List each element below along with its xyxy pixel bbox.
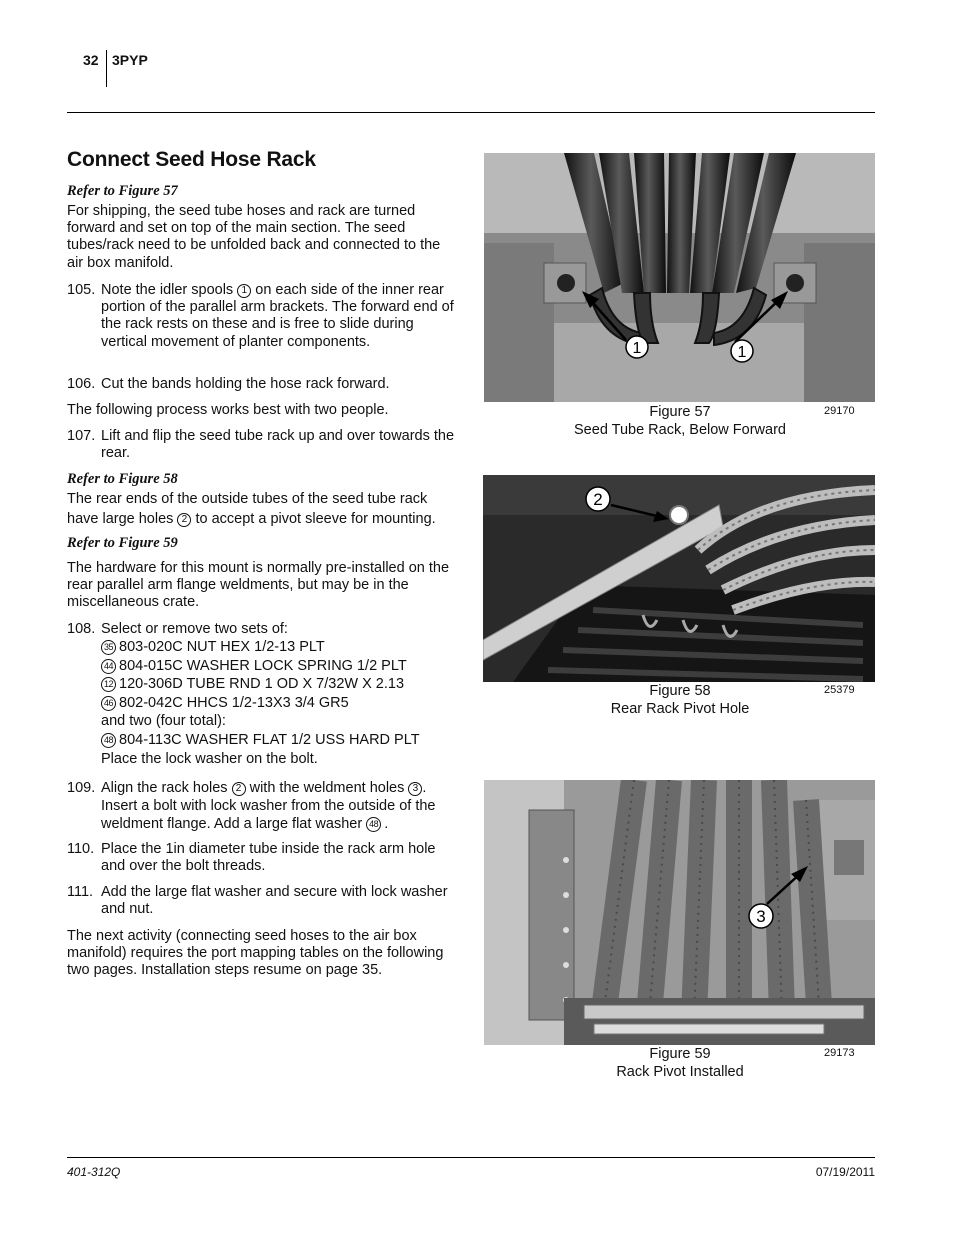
figure-59-title: Rack Pivot Installed — [616, 1063, 744, 1080]
callout-12: 12 — [101, 677, 116, 692]
figure-57-number: Figure 57 — [649, 404, 711, 420]
step-108 — [67, 621, 460, 638]
step-number: 107. — [67, 428, 96, 444]
step-number: 105. — [67, 282, 96, 298]
step-110 — [67, 841, 460, 875]
figure-57-caption — [540, 404, 820, 439]
note-two-people: The following process works best with two people. — [67, 402, 389, 418]
step-109 — [67, 779, 460, 833]
callout-1: 1 — [237, 284, 251, 298]
hardware-paragraph: The hardware for this mount is normally pre-installed on the rear parallel arm flange weldments, but may be in the miscellaneous crate. — [67, 560, 450, 611]
parts-list — [101, 638, 461, 768]
step-number: 108. — [67, 621, 96, 637]
figure-59-id: 29173 — [824, 1047, 855, 1059]
header-rule — [67, 112, 875, 113]
part-line: 12 120-306D TUBE RND 1 OD X 7/32W X 2.13 — [101, 675, 461, 694]
figure-58-caption — [540, 683, 820, 718]
figure-58-photo — [483, 475, 875, 682]
figure-57-callout-1b: 1 — [737, 344, 747, 361]
callout-44: 44 — [101, 659, 116, 674]
step-111 — [67, 884, 460, 918]
step-105 — [67, 282, 460, 351]
part-line: 48 804-113C WASHER FLAT 1/2 USS HARD PLT — [101, 731, 461, 750]
closing-paragraph: The next activity (connecting seed hoses to the air box manifold) requires the port mapping tables on the following two pages. Installation steps resume on page 35. — [67, 928, 444, 979]
figure-59-callout-3: 3 — [756, 907, 766, 926]
figure-57-callout-1a: 1 — [632, 340, 642, 357]
step-106 — [67, 376, 460, 393]
document-date: 07/19/2011 — [815, 1165, 875, 1179]
figure-59-number: Figure 59 — [649, 1046, 711, 1062]
step-text: Lift and flip the seed tube rack up and over towards the rear. — [101, 428, 455, 462]
callout-2: 2 — [232, 782, 246, 796]
pivot-hole-paragraph: The rear ends of the outside tubes of the seed tube rack have large holes 2 to accept a pivot sleeve for mounting. — [67, 491, 436, 527]
callout-2: 2 — [177, 513, 191, 527]
section-title: Connect Seed Hose Rack — [67, 148, 316, 171]
step-text: Place the 1in diameter tube inside the rack arm hole and over the bolt threads. — [101, 841, 436, 875]
figure-reference-59: Refer to Figure 59 — [67, 535, 178, 551]
figure-58-number: Figure 58 — [649, 683, 711, 699]
figure-57-id: 29170 — [824, 405, 855, 417]
figure-59-caption — [540, 1046, 820, 1081]
figure-57-photo — [484, 153, 875, 402]
step-number: 106. — [67, 376, 96, 392]
step-number: 110. — [67, 841, 95, 857]
part-line: 35 803-020C NUT HEX 1/2-13 PLT — [101, 638, 461, 657]
part-line: 46 802-042C HHCS 1/2-13X3 3/4 GR5 — [101, 694, 461, 713]
step-number: 111. — [67, 884, 94, 900]
callout-3: 3 — [408, 782, 422, 796]
callout-35: 35 — [101, 640, 116, 655]
figure-reference-57: Refer to Figure 57 — [67, 183, 178, 199]
step-number: 109. — [67, 780, 96, 796]
step-text: Align the rack holes 2 with the weldment holes 3 . Insert a bolt with lock washer from the outside of the weldment flange. Add a large flat washer 48 . — [101, 780, 436, 832]
footer-rule — [67, 1157, 875, 1158]
callout-48: 48 — [366, 817, 381, 832]
document-id: 401-312Q — [67, 1165, 121, 1179]
and-two-line: and two (four total): — [101, 713, 226, 730]
callout-46: 46 — [101, 696, 116, 711]
figure-59-photo — [484, 780, 875, 1045]
step-107 — [67, 428, 460, 462]
figure-58-title: Rear Rack Pivot Hole — [610, 700, 750, 717]
step-text: Add the large flat washer and secure with lock washer and nut. — [101, 884, 448, 918]
header-divider — [106, 50, 107, 87]
part-line: 44 804-015C WASHER LOCK SPRING 1/2 PLT — [101, 657, 461, 676]
place-washer-line: Place the lock washer on the bolt. — [101, 750, 318, 767]
page-number: 32 — [83, 52, 99, 68]
figure-58-callout-2: 2 — [593, 490, 603, 509]
callout-48: 48 — [101, 733, 116, 748]
step-text: Cut the bands holding the hose rack forward. — [101, 376, 390, 392]
product-name: 3PYP — [112, 52, 148, 68]
figure-57-title: Seed Tube Rack, Below Forward — [574, 421, 786, 438]
step-text: Select or remove two sets of: — [101, 621, 288, 637]
intro-paragraph: For shipping, the seed tube hoses and rack are turned forward and set on top of the main section. The seed tubes/rack need to be unfolded back and connected to the air box manifold. — [67, 203, 441, 271]
figure-reference-58: Refer to Figure 58 — [67, 471, 178, 487]
step-text: Note the idler spools 1 on each side of the inner rear portion of the parallel arm brackets. The forward end of the rack rests on these and is free to slide during vertical movement of planter components. — [101, 282, 454, 350]
figure-58-id: 25379 — [824, 684, 855, 696]
